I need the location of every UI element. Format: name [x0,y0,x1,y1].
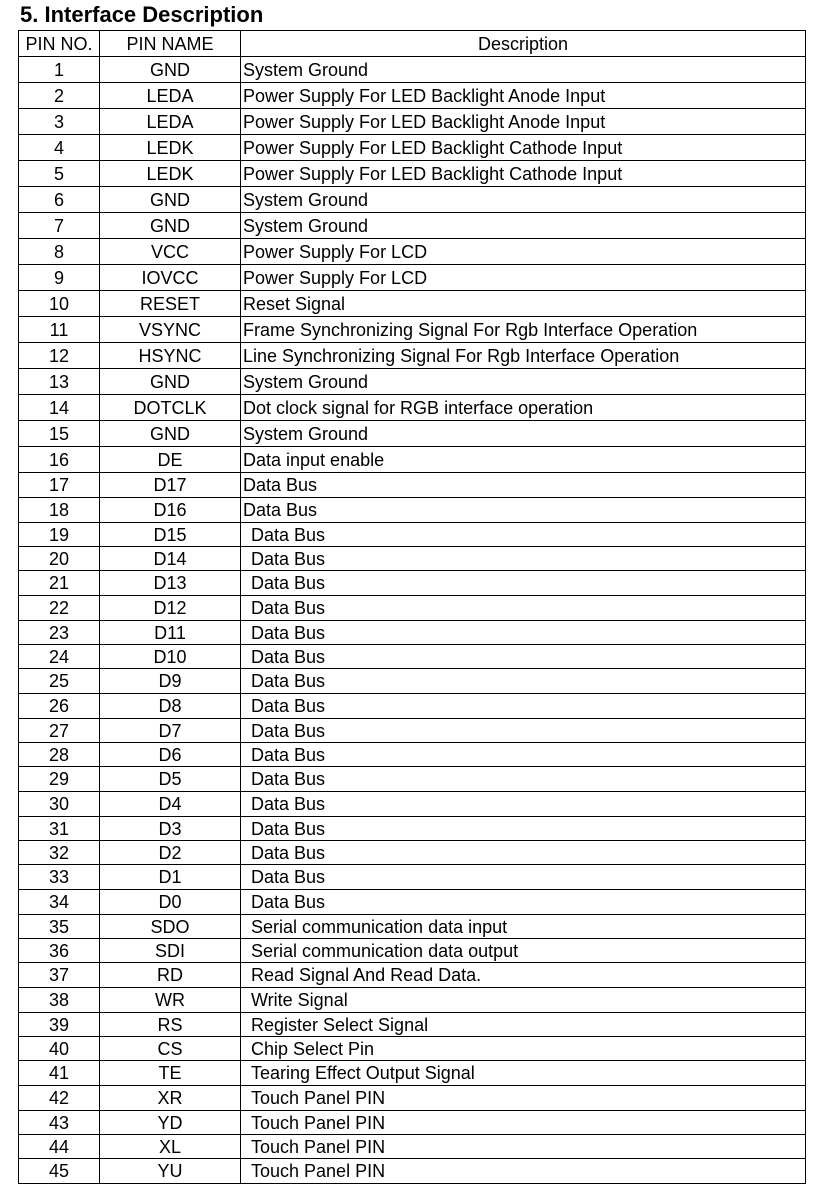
table-row [19,865,806,890]
table-row [19,1135,806,1159]
pin-description-cell: Tearing Effect Output Signal [241,1061,806,1086]
table-row [19,963,806,988]
pin-description-cell: Data Bus [241,817,806,841]
pin-number-cell: 35 [19,915,100,939]
table-row [19,1086,806,1111]
pin-name-cell: LEDA [100,109,241,135]
table-row [19,135,806,161]
pin-description-cell: Serial communication data input [241,915,806,939]
table-row [19,421,806,447]
pin-number-cell: 22 [19,596,100,621]
pin-name-cell: D7 [100,719,241,743]
pin-name-cell: TE [100,1061,241,1086]
table-row [19,395,806,421]
pin-number-cell: 6 [19,187,100,213]
pin-description-cell: Touch Panel PIN [241,1135,806,1159]
pin-name-cell: LEDA [100,83,241,109]
header-pin-name: PIN NAME [100,31,241,57]
pin-number-cell: 15 [19,421,100,447]
pin-number-cell: 40 [19,1037,100,1061]
table-row [19,343,806,369]
pin-description-cell: Power Supply For LED Backlight Cathode Input [241,161,806,187]
pin-description-cell: Data Bus [241,621,806,645]
pin-number-cell: 19 [19,523,100,547]
pin-number-cell: 31 [19,817,100,841]
pin-number-cell: 38 [19,988,100,1013]
pin-name-cell: D2 [100,841,241,865]
pin-number-cell: 14 [19,395,100,421]
pin-number-cell: 18 [19,498,100,523]
pin-description-cell: Power Supply For LED Backlight Anode Input [241,109,806,135]
pin-number-cell: 17 [19,473,100,498]
pin-name-cell: VSYNC [100,317,241,343]
pin-number-cell: 8 [19,239,100,265]
table-row [19,447,806,473]
pin-number-cell: 41 [19,1061,100,1086]
pin-number-cell: 28 [19,743,100,767]
pin-name-cell: IOVCC [100,265,241,291]
pin-number-cell: 5 [19,161,100,187]
pin-number-cell: 9 [19,265,100,291]
table-row [19,743,806,767]
table-row [19,767,806,792]
table-row [19,890,806,915]
pin-description-cell: Power Supply For LED Backlight Anode Input [241,83,806,109]
header-pin-no: PIN NO. [19,31,100,57]
table-header-row [19,31,806,57]
pin-description-cell: Data Bus [241,547,806,571]
pin-name-cell: D10 [100,645,241,669]
pin-name-cell: CS [100,1037,241,1061]
pin-description-cell: Data Bus [241,890,806,915]
pin-name-cell: GND [100,57,241,83]
pin-name-cell: D1 [100,865,241,890]
table-row [19,841,806,865]
pin-description-cell: Register Select Signal [241,1013,806,1037]
pin-number-cell: 34 [19,890,100,915]
pin-description-cell: Data Bus [241,596,806,621]
pin-description-cell: Data Bus [241,743,806,767]
table-row [19,523,806,547]
pin-number-cell: 21 [19,571,100,596]
pin-name-cell: YD [100,1111,241,1135]
pin-description-cell: Read Signal And Read Data. [241,963,806,988]
table-row [19,817,806,841]
pin-name-cell: D4 [100,792,241,817]
pin-number-cell: 25 [19,669,100,694]
pin-number-cell: 11 [19,317,100,343]
pin-name-cell: D5 [100,767,241,792]
pin-description-cell: Reset Signal [241,291,806,317]
pin-name-cell: SDI [100,939,241,963]
pin-name-cell: D6 [100,743,241,767]
table-row [19,473,806,498]
pin-number-cell: 39 [19,1013,100,1037]
pin-description-cell: Serial communication data output [241,939,806,963]
pin-number-cell: 20 [19,547,100,571]
pin-name-cell: XR [100,1086,241,1111]
pin-description-cell: Data Bus [241,719,806,743]
table-row [19,57,806,83]
pin-number-cell: 7 [19,213,100,239]
table-body [19,57,806,1184]
table-row [19,596,806,621]
pin-number-cell: 32 [19,841,100,865]
pin-number-cell: 2 [19,83,100,109]
pin-name-cell: WR [100,988,241,1013]
pin-number-cell: 33 [19,865,100,890]
pin-description-cell: Data Bus [241,767,806,792]
table-row [19,1159,806,1184]
pin-description-cell: Frame Synchronizing Signal For Rgb Interface Operation [241,317,806,343]
pin-number-cell: 10 [19,291,100,317]
pin-description-cell: Touch Panel PIN [241,1159,806,1184]
pin-description-cell: Data input enable [241,447,806,473]
table-row [19,1037,806,1061]
pin-name-cell: DOTCLK [100,395,241,421]
pin-description-cell: Data Bus [241,792,806,817]
table-row [19,187,806,213]
pin-name-cell: SDO [100,915,241,939]
pin-description-cell: System Ground [241,369,806,395]
pin-description-cell: Data Bus [241,694,806,719]
pin-number-cell: 45 [19,1159,100,1184]
pin-number-cell: 1 [19,57,100,83]
pin-description-cell: Write Signal [241,988,806,1013]
pin-name-cell: GND [100,421,241,447]
pin-description-cell: Data Bus [241,865,806,890]
pin-name-cell: RESET [100,291,241,317]
table-row [19,1111,806,1135]
pin-description-cell: System Ground [241,421,806,447]
pin-description-cell: Data Bus [241,523,806,547]
pin-description-cell: Touch Panel PIN [241,1086,806,1111]
pin-number-cell: 16 [19,447,100,473]
pin-description-cell: Data Bus [241,645,806,669]
table-row [19,109,806,135]
table-row [19,265,806,291]
table-row [19,694,806,719]
pin-number-cell: 30 [19,792,100,817]
table-row [19,369,806,395]
table-row [19,645,806,669]
pin-name-cell: YU [100,1159,241,1184]
pin-number-cell: 26 [19,694,100,719]
table-row [19,571,806,596]
pin-number-cell: 4 [19,135,100,161]
pin-name-cell: D11 [100,621,241,645]
pin-description-cell: Line Synchronizing Signal For Rgb Interface Operation [241,343,806,369]
table-row [19,161,806,187]
pin-name-cell: D13 [100,571,241,596]
pin-name-cell: D12 [100,596,241,621]
pin-description-cell: Data Bus [241,473,806,498]
pin-description-cell: Chip Select Pin [241,1037,806,1061]
table-row [19,915,806,939]
pin-number-cell: 44 [19,1135,100,1159]
table-row [19,213,806,239]
pin-number-cell: 24 [19,645,100,669]
pin-description-cell: Data Bus [241,669,806,694]
pin-name-cell: HSYNC [100,343,241,369]
pin-number-cell: 3 [19,109,100,135]
pin-description-cell: Touch Panel PIN [241,1111,806,1135]
pin-number-cell: 13 [19,369,100,395]
pin-description-cell: System Ground [241,213,806,239]
table-row [19,498,806,523]
pin-name-cell: VCC [100,239,241,265]
pin-name-cell: DE [100,447,241,473]
table-row [19,719,806,743]
pin-number-cell: 43 [19,1111,100,1135]
header-description: Description [241,31,806,57]
pin-name-cell: D14 [100,547,241,571]
pin-number-cell: 36 [19,939,100,963]
interface-table [18,30,806,1184]
pin-number-cell: 23 [19,621,100,645]
table-row [19,988,806,1013]
pin-name-cell: RS [100,1013,241,1037]
pin-description-cell: Dot clock signal for RGB interface operation [241,395,806,421]
pin-name-cell: D0 [100,890,241,915]
pin-description-cell: Power Supply For LCD [241,265,806,291]
pin-name-cell: GND [100,213,241,239]
pin-name-cell: D16 [100,498,241,523]
pin-description-cell: Power Supply For LED Backlight Cathode Input [241,135,806,161]
pin-description-cell: Data Bus [241,498,806,523]
table-row [19,939,806,963]
pin-name-cell: D17 [100,473,241,498]
pin-name-cell: D15 [100,523,241,547]
pin-description-cell: Power Supply For LCD [241,239,806,265]
pin-number-cell: 37 [19,963,100,988]
pin-number-cell: 29 [19,767,100,792]
table-row [19,239,806,265]
table-row [19,792,806,817]
pin-description-cell: Data Bus [241,841,806,865]
pin-name-cell: GND [100,187,241,213]
table-row [19,1061,806,1086]
table-row [19,547,806,571]
table-row [19,669,806,694]
pin-name-cell: GND [100,369,241,395]
table-row [19,1013,806,1037]
pin-number-cell: 27 [19,719,100,743]
pin-description-cell: Data Bus [241,571,806,596]
pin-number-cell: 12 [19,343,100,369]
pin-name-cell: D9 [100,669,241,694]
table-row [19,621,806,645]
table-row [19,83,806,109]
pin-number-cell: 42 [19,1086,100,1111]
table-row [19,291,806,317]
pin-description-cell: System Ground [241,187,806,213]
pin-description-cell: System Ground [241,57,806,83]
table-row [19,317,806,343]
pin-name-cell: XL [100,1135,241,1159]
pin-name-cell: LEDK [100,161,241,187]
pin-name-cell: D3 [100,817,241,841]
pin-name-cell: RD [100,963,241,988]
section-title: 5. Interface Description [20,2,264,27]
pin-name-cell: D8 [100,694,241,719]
pin-name-cell: LEDK [100,135,241,161]
